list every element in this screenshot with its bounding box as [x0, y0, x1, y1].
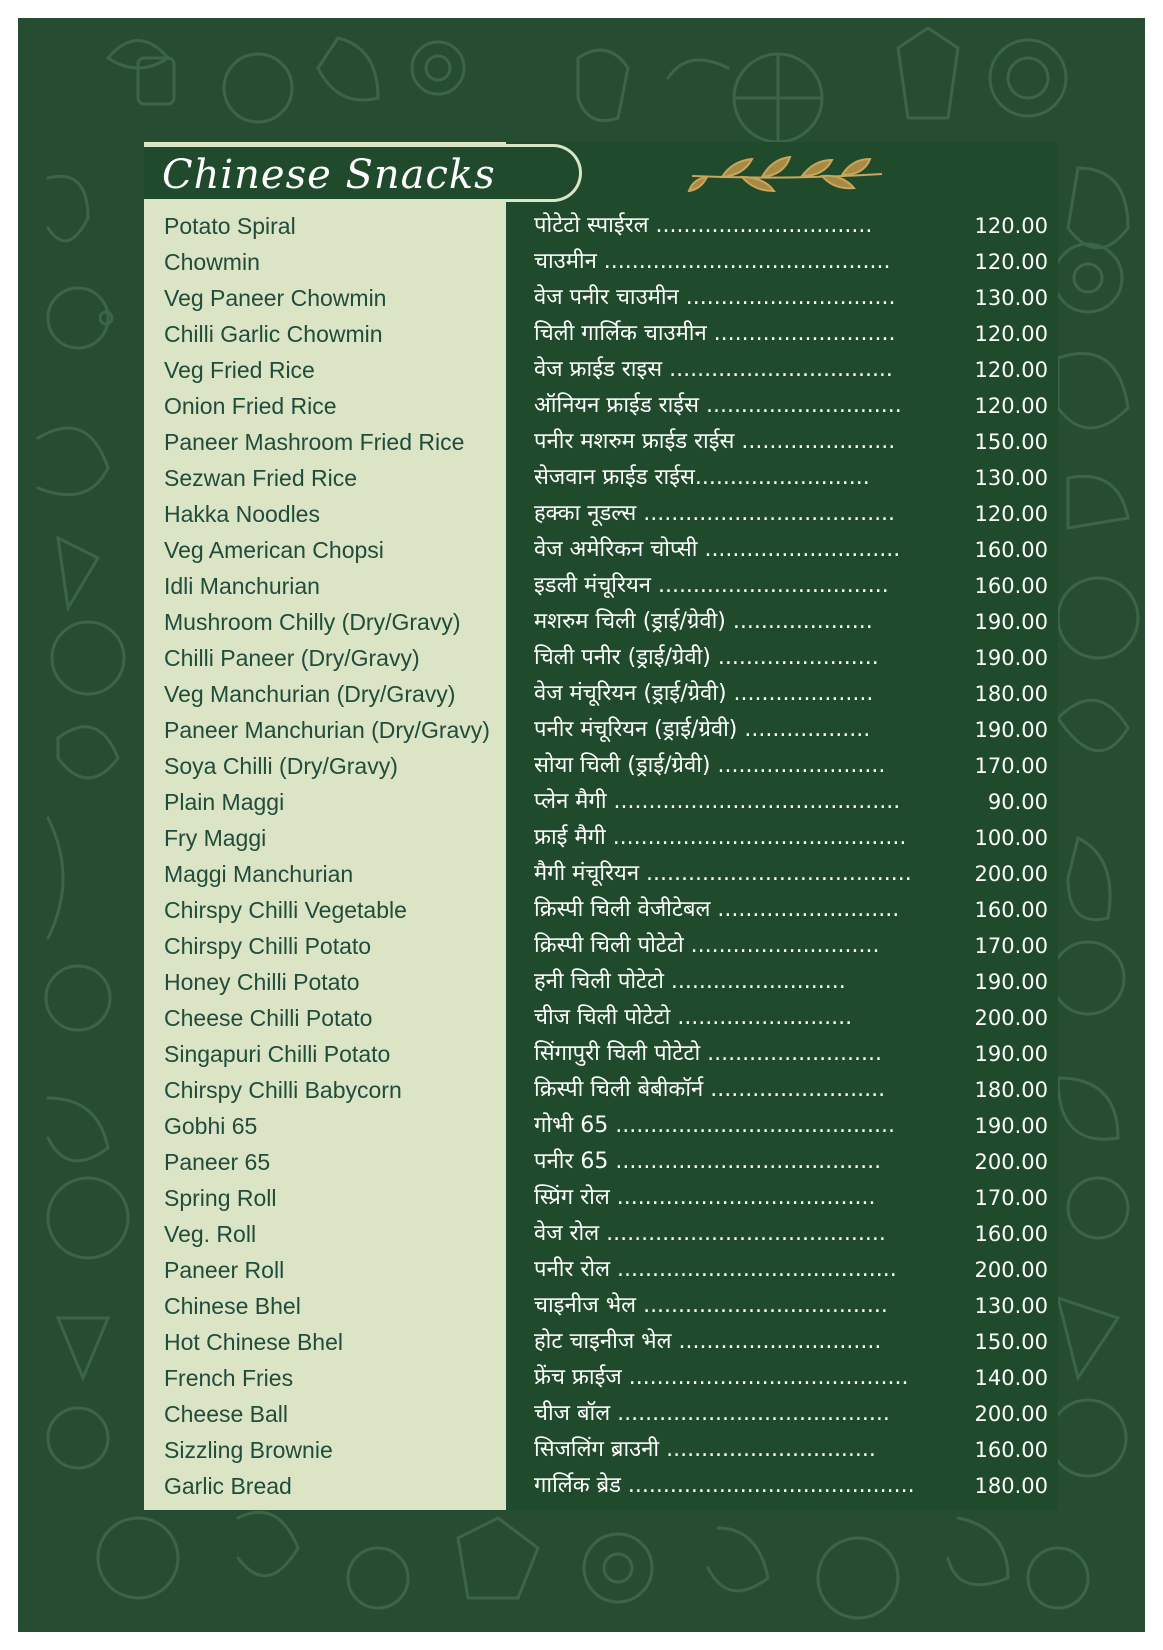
menu-item-name-english: Chinese Bhel	[164, 1293, 301, 1319]
menu-item-row	[0, 280, 1163, 316]
menu-item-name-hindi: इडली मंचूरियन .................................	[534, 573, 889, 598]
menu-item-name-english: Veg Manchurian (Dry/Gravy)	[164, 681, 456, 707]
menu-item-name-english: Onion Fried Rice	[164, 393, 337, 419]
menu-item-row	[0, 352, 1163, 388]
menu-item-name-english: Hakka Noodles	[164, 501, 320, 527]
menu-item-name-hindi: फ्रेंच फ्राईज ........................................	[534, 1365, 909, 1390]
menu-item-name-english: Veg. Roll	[164, 1221, 257, 1247]
menu-item-name-hindi: पनीर रोल ........................................	[534, 1257, 897, 1282]
menu-item-name-hindi: वेज मंचूरियन (ड्राई/ग्रेवी) ....................	[534, 681, 874, 706]
menu-item-row	[0, 604, 1163, 640]
menu-item-price: 170.00	[974, 754, 1048, 778]
menu-item-row	[0, 748, 1163, 784]
menu-item-name-english: Soya Chilli (Dry/Gravy)	[164, 753, 398, 779]
menu-item-name-hindi: स्प्रिंग रोल .....................................	[534, 1185, 876, 1210]
menu-item-name-english: Fry Maggi	[164, 825, 267, 851]
menu-item-name-hindi: क्रिस्पी चिली बेबीकॉर्न .........................	[534, 1077, 886, 1102]
menu-item-row	[0, 784, 1163, 820]
menu-item-name-english: Mushroom Chilly (Dry/Gravy)	[164, 609, 461, 635]
menu-item-name-hindi: सेजवान फ्राईड राईस.........................	[534, 465, 870, 490]
menu-item-name-hindi: वेज पनीर चाउमीन ..............................	[534, 285, 896, 310]
menu-item-name-english: Veg Paneer Chowmin	[164, 285, 387, 311]
menu-item-name-english: Garlic Bread	[164, 1473, 292, 1499]
menu-item-name-hindi: चिली पनीर (ड्राई/ग्रेवी) .......................	[534, 645, 879, 670]
menu-item-name-hindi: गोभी 65 ........................................	[534, 1113, 895, 1138]
menu-item-row	[0, 208, 1163, 244]
leaf-sprig-icon	[682, 150, 892, 202]
menu-item-price: 120.00	[974, 322, 1048, 346]
menu-item-row	[0, 640, 1163, 676]
menu-item-row	[0, 964, 1163, 1000]
menu-item-name-english: Chirspy Chilli Potato	[164, 933, 372, 959]
menu-title: Chinese Snacks	[162, 152, 496, 198]
menu-item-name-hindi: वेज फ्राईड राइस ................................	[534, 357, 893, 382]
menu-item-row	[0, 1216, 1163, 1252]
menu-item-name-hindi: वेज अमेरिकन चोप्सी ............................	[534, 537, 901, 562]
menu-item-name-hindi: सिजलिंग ब्राउनी ..............................	[534, 1437, 876, 1462]
menu-item-row	[0, 496, 1163, 532]
menu-item-name-english: Chirspy Chilli Vegetable	[164, 897, 407, 923]
menu-item-name-english: Paneer 65	[164, 1149, 271, 1175]
menu-item-name-english: Maggi Manchurian	[164, 861, 354, 887]
menu-item-name-hindi: चीज चिली पोटेटो .........................	[534, 1005, 853, 1030]
menu-item-row	[0, 244, 1163, 280]
menu-item-name-hindi: मैगी मंचूरियन ......................................	[534, 861, 912, 886]
menu-item-name-hindi: पनीर मंचूरियन (ड्राई/ग्रेवी) ..................	[534, 717, 871, 742]
menu-item-price: 190.00	[974, 610, 1048, 634]
menu-item-row	[0, 856, 1163, 892]
menu-item-price: 160.00	[974, 1222, 1048, 1246]
menu-item-name-hindi: चिली गार्लिक चाउमीन ..........................	[534, 321, 896, 346]
menu-item-name-english: Idli Manchurian	[164, 573, 320, 599]
menu-item-name-english: Honey Chilli Potato	[164, 969, 360, 995]
menu-item-price: 100.00	[974, 826, 1048, 850]
menu-item-row	[0, 316, 1163, 352]
menu-item-name-english: Hot Chinese Bhel	[164, 1329, 343, 1355]
menu-item-row	[0, 1468, 1163, 1504]
menu-item-price: 200.00	[974, 1150, 1048, 1174]
menu-item-name-english: Paneer Manchurian (Dry/Gravy)	[164, 717, 490, 743]
menu-item-price: 120.00	[974, 214, 1048, 238]
menu-item-name-english: Paneer Roll	[164, 1257, 285, 1283]
menu-item-name-hindi: चीज बॉल .......................................	[534, 1401, 890, 1426]
menu-item-name-hindi: चाइनीज भेल ...................................	[534, 1293, 888, 1318]
menu-item-row	[0, 676, 1163, 712]
menu-item-name-hindi: हक्का नूडल्स ....................................	[534, 501, 896, 526]
menu-item-name-hindi: पोटेटो स्पाईरल ...............................	[534, 213, 873, 238]
menu-item-price: 200.00	[974, 1402, 1048, 1426]
menu-item-price: 160.00	[974, 538, 1048, 562]
menu-item-row	[0, 388, 1163, 424]
menu-item-price: 130.00	[974, 1294, 1048, 1318]
menu-item-price: 190.00	[974, 718, 1048, 742]
menu-item-name-hindi: प्लेन मैगी .........................................	[534, 789, 901, 814]
menu-item-row	[0, 532, 1163, 568]
menu-item-name-english: Chilli Garlic Chowmin	[164, 321, 383, 347]
menu-item-name-english: Chilli Paneer (Dry/Gravy)	[164, 645, 420, 671]
menu-item-name-english: Chowmin	[164, 249, 260, 275]
menu-item-price: 90.00	[987, 790, 1048, 814]
menu-item-name-english: Veg American Chopsi	[164, 537, 384, 563]
menu-item-row	[0, 1432, 1163, 1468]
menu-item-price: 190.00	[974, 1042, 1048, 1066]
menu-item-row	[0, 1252, 1163, 1288]
menu-item-price: 200.00	[974, 862, 1048, 886]
menu-item-row	[0, 820, 1163, 856]
menu-item-list	[0, 208, 1163, 1504]
menu-item-price: 180.00	[974, 1078, 1048, 1102]
menu-item-name-english: Sezwan Fried Rice	[164, 465, 358, 491]
menu-item-name-english: Veg Fried Rice	[164, 357, 315, 383]
menu-item-price: 160.00	[974, 574, 1048, 598]
menu-item-price: 200.00	[974, 1258, 1048, 1282]
menu-item-row	[0, 1360, 1163, 1396]
menu-item-row	[0, 1288, 1163, 1324]
menu-item-name-hindi: सिंगापुरी चिली पोटेटो .........................	[534, 1041, 883, 1066]
menu-item-name-hindi: चाउमीन .........................................	[534, 249, 891, 274]
menu-item-price: 180.00	[974, 1474, 1048, 1498]
menu-item-name-english: Singapuri Chilli Potato	[164, 1041, 391, 1067]
menu-item-price: 170.00	[974, 1186, 1048, 1210]
menu-item-row	[0, 892, 1163, 928]
menu-item-name-english: Plain Maggi	[164, 789, 285, 815]
menu-item-price: 150.00	[974, 430, 1048, 454]
menu-item-name-english: Cheese Ball	[164, 1401, 289, 1427]
menu-item-name-english: Cheese Chilli Potato	[164, 1005, 373, 1031]
menu-item-price: 120.00	[974, 502, 1048, 526]
menu-item-name-hindi: हनी चिली पोटेटो .........................	[534, 969, 846, 994]
menu-item-price: 190.00	[974, 970, 1048, 994]
menu-item-price: 180.00	[974, 682, 1048, 706]
menu-item-row	[0, 1144, 1163, 1180]
menu-item-price: 150.00	[974, 1330, 1048, 1354]
menu-item-row	[0, 1036, 1163, 1072]
menu-item-price: 160.00	[974, 1438, 1048, 1462]
menu-item-row	[0, 712, 1163, 748]
menu-item-name-hindi: फ्राई मैगी ..........................................	[534, 825, 907, 850]
menu-item-name-hindi: पनीर मशरुम फ्राईड राईस ......................	[534, 429, 896, 454]
menu-item-row	[0, 1108, 1163, 1144]
menu-item-row	[0, 1180, 1163, 1216]
menu-item-name-hindi: मशरुम चिली (ड्राई/ग्रेवी) ....................	[534, 609, 873, 634]
menu-item-name-english: Paneer Mashroom Fried Rice	[164, 429, 465, 455]
menu-item-name-english: Gobhi 65	[164, 1113, 258, 1139]
menu-item-name-hindi: पनीर 65 ......................................	[534, 1149, 882, 1174]
menu-item-price: 190.00	[974, 1114, 1048, 1138]
menu-item-name-hindi: क्रिस्पी चिली वेजीटेबल ..........................	[534, 897, 900, 922]
menu-item-name-english: Chirspy Chilli Babycorn	[164, 1077, 402, 1103]
menu-item-price: 120.00	[974, 358, 1048, 382]
menu-item-price: 140.00	[974, 1366, 1048, 1390]
menu-item-row	[0, 424, 1163, 460]
menu-item-name-hindi: क्रिस्पी चिली पोटेटो ...........................	[534, 933, 880, 958]
menu-item-price: 170.00	[974, 934, 1048, 958]
menu-item-name-english: Spring Roll	[164, 1185, 277, 1211]
menu-item-price: 120.00	[974, 394, 1048, 418]
menu-item-name-hindi: गार्लिक ब्रेड .........................................	[534, 1473, 915, 1498]
menu-item-row	[0, 568, 1163, 604]
menu-item-name-hindi: ऑनियन फ्राईड राईस ............................	[534, 393, 902, 418]
menu-item-price: 120.00	[974, 250, 1048, 274]
menu-item-row	[0, 460, 1163, 496]
menu-item-price: 130.00	[974, 286, 1048, 310]
menu-item-name-hindi: सोया चिली (ड्राई/ग्रेवी) ........................	[534, 753, 886, 778]
menu-item-row	[0, 1324, 1163, 1360]
menu-item-row	[0, 928, 1163, 964]
menu-item-name-hindi: होट चाइनीज भेल .............................	[534, 1329, 882, 1354]
menu-item-price: 160.00	[974, 898, 1048, 922]
menu-item-price: 200.00	[974, 1006, 1048, 1030]
menu-item-row	[0, 1072, 1163, 1108]
menu-item-name-english: French Fries	[164, 1365, 294, 1391]
menu-item-name-hindi: वेज रोल ........................................	[534, 1221, 886, 1246]
menu-item-row	[0, 1000, 1163, 1036]
menu-item-row	[0, 1396, 1163, 1432]
menu-item-name-english: Sizzling Brownie	[164, 1437, 333, 1463]
menu-item-price: 130.00	[974, 466, 1048, 490]
menu-item-name-english: Potato Spiral	[164, 213, 296, 239]
menu-item-price: 190.00	[974, 646, 1048, 670]
